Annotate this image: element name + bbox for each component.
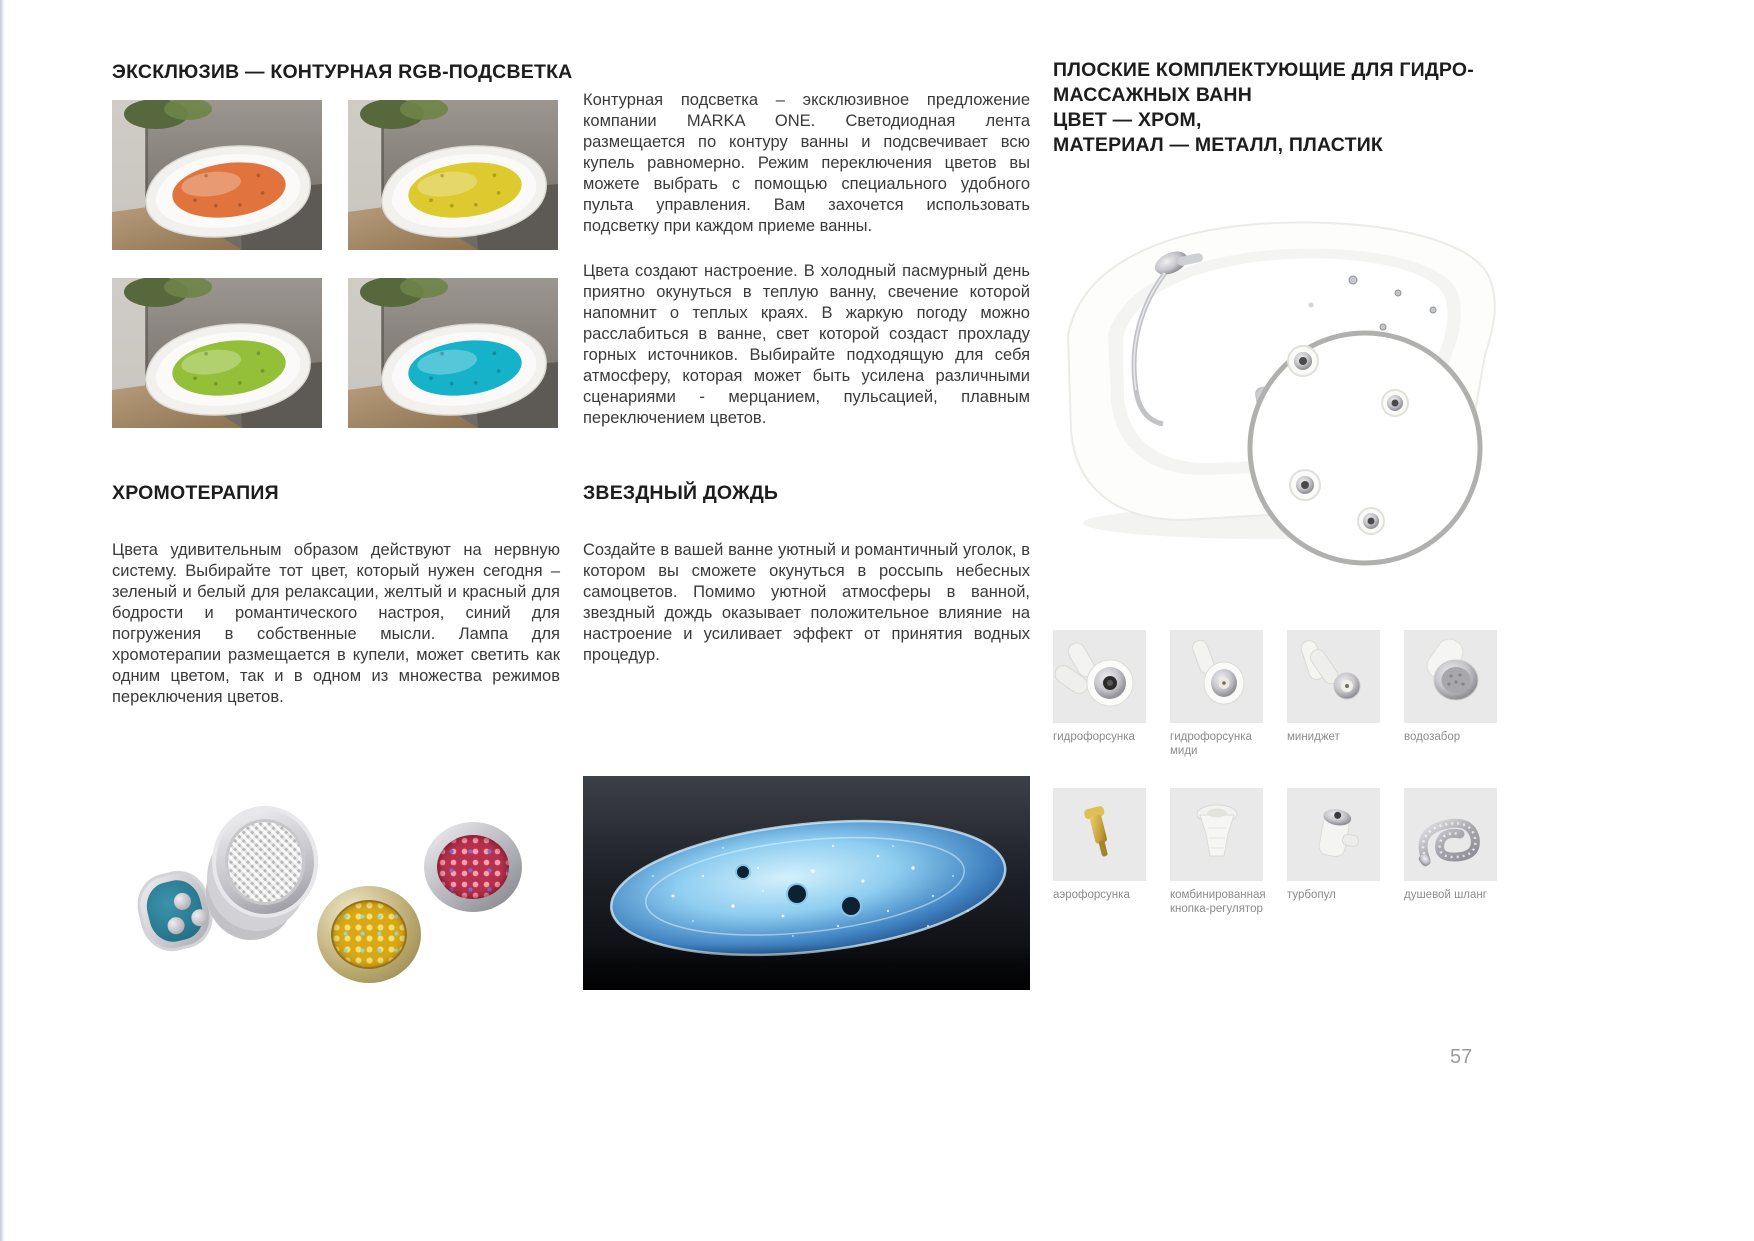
minijet-icon [1287,630,1380,723]
page-number: 57 [1450,1046,1473,1068]
lamp-chrome-lens [212,806,318,918]
control-button [190,907,211,928]
component-label: комбинированная кнопка-регулятор [1170,889,1266,915]
rgb-section-heading: ЭКСКЛЮЗИВ — КОНТУРНАЯ RGB-ПОДСВЕТКА [112,61,573,83]
lamp-red-led [424,822,522,912]
components-section-heading [1053,58,1513,158]
rgb-intro-paragraph-1: Контурная подсветка – эксклюзивное предложение компании MARKA ONE. Светодиодная лента размещается по контуру ванны и подсвечивает всю купель равномерно. Режим переключения цветов вы можете выбрать с помощью специального удобного пульта управления. Вам захочется использовать подсветку при каждом приеме ванны. [583,91,1030,235]
components-heading-line-2: МАССАЖНЫХ ВАНН [1053,84,1252,106]
lamp-control-panel [131,864,220,957]
combined-button-icon [1170,788,1263,881]
yellow-led-face [331,900,407,969]
flat-jet-icon [1290,470,1320,500]
component-water-intake [1404,630,1497,744]
magnifier-inset [1250,333,1480,563]
rgb-intro-paragraph-2: Цвета создают настроение. В холодный пасмурный день приятно окунуться в теплую ванну, свечение которой напомнит о теплых краях. В жаркую погоду можно расслабиться в ванне, свет которой создаст прохладу горных источников. Выбирайте подходящую для себя атмосферу, которая может быть усилена различными сценариями - мерцанием, пульсацией, плавным переключением цветов. [583,262,1030,427]
component-turbopool [1287,788,1380,902]
component-hydrojet-midi [1170,630,1263,758]
component-minijet [1287,630,1380,744]
flat-jet-icon [1382,390,1408,416]
page-edge-shadow [0,0,5,1241]
turbopool-icon [1287,788,1380,881]
rgb-photo-orange [112,100,322,250]
component-aerojet [1053,788,1146,902]
star-section-heading: ЗВЕЗДНЫЙ ДОЖДЬ [583,482,779,504]
component-label: водозабор [1404,731,1461,743]
component-label: аэрофорсунка [1053,889,1130,901]
component-label: миниджет [1287,731,1340,743]
components-heading-line-4: МАТЕРИАЛ — МЕТАЛЛ, ПЛАСТИК [1053,134,1384,156]
aerojet-icon [1053,788,1146,881]
components-heading-line-3: ЦВЕТ — ХРОМ, [1053,109,1202,131]
component-label: турбопул [1287,889,1336,901]
shower-hose-icon [1404,788,1497,881]
component-combined-button [1170,788,1266,916]
component-label: душевой шланг [1404,889,1487,901]
rgb-photo-cyan [348,278,558,428]
component-shower-hose [1404,788,1497,902]
component-label: гидрофорсунка миди [1170,731,1252,757]
lamp-yellow-led [317,886,421,983]
control-button [172,891,193,912]
flat-jet-icon [1288,346,1318,376]
red-led-face [437,835,509,899]
chromo-lamps-photo [112,760,560,1015]
component-hydrojet [1053,630,1146,744]
hydrojet-icon [1053,630,1146,723]
star-section-body: Создайте в вашей ванне уютный и романтичный уголок, в котором вы сможете окунуться в россыпь небесных самоцветов. Помимо уютной атмосферы в ванной, звездный дождь оказывает положительное влияние на настроение и усиливает эффект от принятия водных процедур. [583,541,1030,664]
control-panel-face [142,875,209,946]
waffle-lens [225,819,305,905]
star-rain-photo [583,776,1030,990]
control-button [166,915,187,936]
flat-jet-icon [1358,508,1384,534]
rgb-photo-green [112,278,322,428]
component-label: гидрофорсунка [1053,731,1135,743]
chromo-section-heading: ХРОМОТЕРАПИЯ [112,482,279,504]
water-intake-icon [1404,630,1497,723]
chromo-section-body: Цвета удивительным образом действуют на нервную систему. Выбирайте тот цвет, который нужен сегодня – зеленый и белый для релаксации, желтый и красный для бодрости и романтического настроя, синий для погружения в собственные мысли. Лампа для хромотерапии размещается в купели, может светить как одним цветом, так и в одном из множества режимов переключения цветов. [112,541,560,706]
components-heading-line-1: ПЛОСКИЕ КОМПЛЕКТУЮЩИЕ ДЛЯ ГИДРО- [1053,59,1474,81]
hydrojet-midi-icon [1170,630,1263,723]
rgb-photo-yellow [348,100,558,250]
flat-components-bathtub-photo [1053,185,1500,625]
